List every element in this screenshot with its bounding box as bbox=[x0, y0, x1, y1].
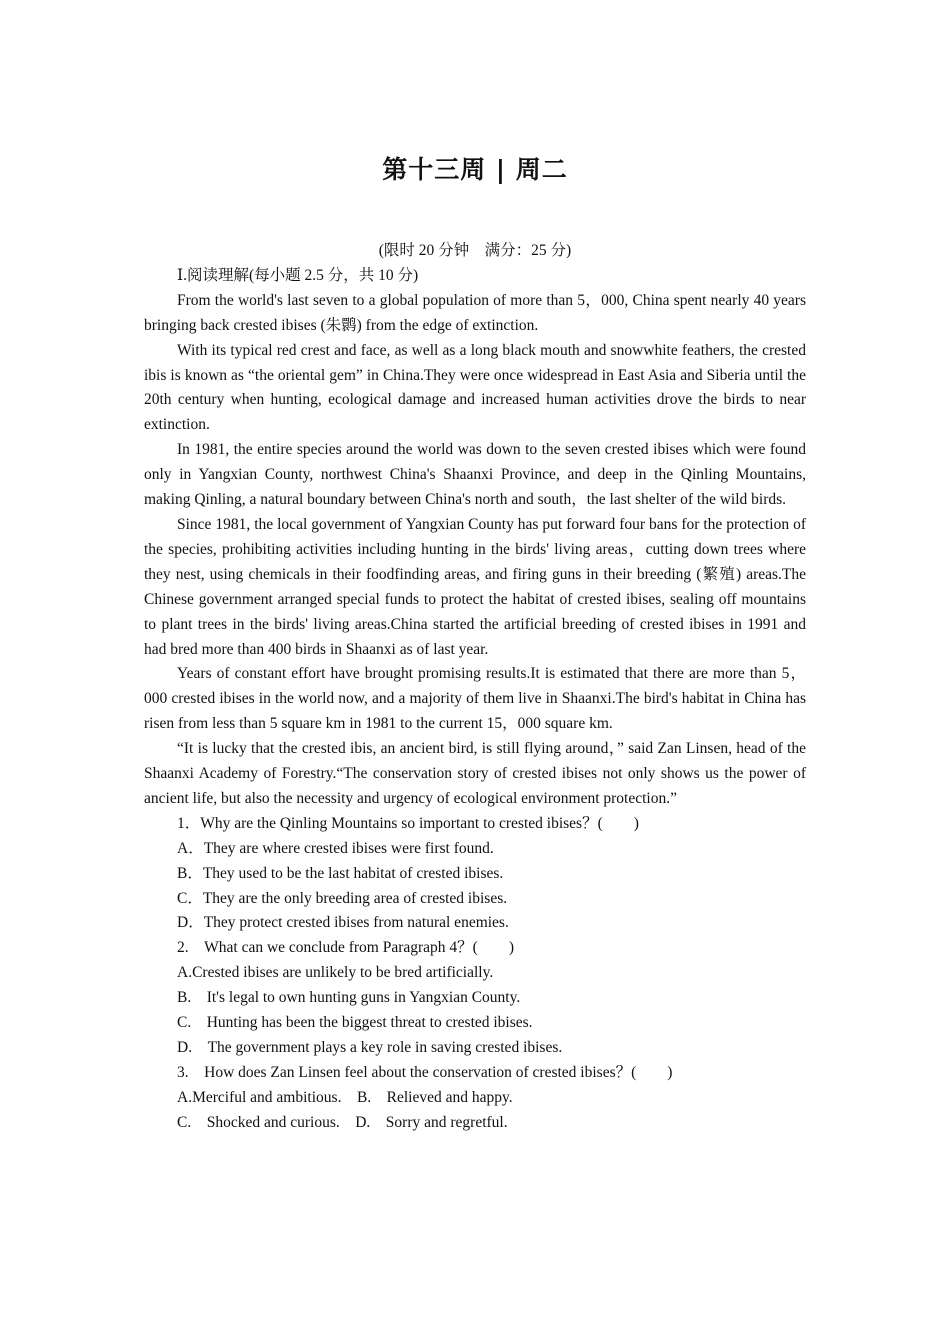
answer-option: B．They used to be the last habitat of crested ibises. bbox=[177, 864, 504, 882]
answer-option: C．They are the only breeding area of crested ibises. bbox=[177, 889, 508, 907]
question-stem: 3. How does Zan Linsen feel about the conservation of crested ibises？( ) bbox=[177, 1063, 673, 1081]
document-body bbox=[144, 239, 806, 1136]
question-stem: 2. What can we conclude from Paragraph 4？( ) bbox=[177, 939, 515, 957]
answer-option: D．They protect crested ibises from natural enemies. bbox=[177, 914, 509, 932]
section-heading: Ⅰ.阅读理解(每小题 2.5 分，共 10 分) bbox=[177, 266, 419, 284]
answer-option: C. Hunting has been the biggest threat to crested ibises. bbox=[177, 1014, 533, 1032]
answer-option: A.Crested ibises are unlikely to be bred artificially. bbox=[177, 964, 494, 982]
page-title: 第十三周 | 周二 bbox=[382, 155, 568, 184]
passage-paragraph: In 1981, the entire species around the world was down to the seven crested ibises which were found only in Yangxian County, northwest China's Shaanxi Province, and deep in the Qinling Mountains, making Qinling, a natural boundary between China's north and south，the last shelter of the wild birds. bbox=[144, 441, 806, 509]
time-limit-note: (限时 20 分钟 满分：25 分) bbox=[378, 242, 572, 259]
answer-options-row: C. Shocked and curious. D. Sorry and regretful. bbox=[177, 1113, 508, 1131]
passage-paragraph: “It is lucky that the crested ibis, an ancient bird, is still flying around，” said Zan Linsen, head of the Shaanxi Academy of Forestry.“The conservation story of crested ibises not only shows us the power of ancient life, but also the necessity and urgency of ecological environment protection.” bbox=[144, 740, 806, 807]
answer-option: A．They are where crested ibises were first found. bbox=[177, 839, 494, 857]
passage-paragraph: Years of constant effort have brought promising results.It is estimated that there are more than 5，000 crested ibises in the world now, and a majority of them live in Shaanxi.The bird's habitat in China has risen from less than 5 square km in 1981 to the current 15，000 square km. bbox=[144, 665, 806, 733]
answer-option: B. It's legal to own hunting guns in Yangxian County. bbox=[177, 989, 521, 1007]
answer-options-row: A.Merciful and ambitious. B. Relieved and happy. bbox=[177, 1088, 513, 1106]
passage-paragraph: From the world's last seven to a global population of more than 5，000, China spent nearly 40 years bringing back crested ibises (朱鹮) from the edge of extinction. bbox=[144, 291, 806, 334]
answer-option: D. The government plays a key role in saving crested ibises. bbox=[177, 1039, 563, 1056]
passage-paragraph: With its typical red crest and face, as well as a long black mouth and snowwhite feathers, the crested ibis is known as “the oriental gem” in China.They were once widespread in East Asia and Siberia until the 20th century when hunting, ecological damage and increased human activities drove the birds to near extinction. bbox=[144, 341, 806, 434]
question-stem: 1．Why are the Qinling Mountains so important to crested ibises？( ) bbox=[177, 814, 639, 832]
passage-paragraph: Since 1981, the local government of Yangxian County has put forward four bans for the protection of the species, prohibiting activities including hunting in the birds' living areas，cutting down trees where they nest, using chemicals in their foodfinding areas, and firing guns in their breeding (繁殖) areas.The Chinese government arranged special funds to protect the habitat of crested ibises, sealing off mountains to plant trees in the birds' living areas.China started the artificial breeding of crested ibises in 1991 and had bred more than 400 birds in Shaanxi as of last year. bbox=[144, 515, 806, 658]
